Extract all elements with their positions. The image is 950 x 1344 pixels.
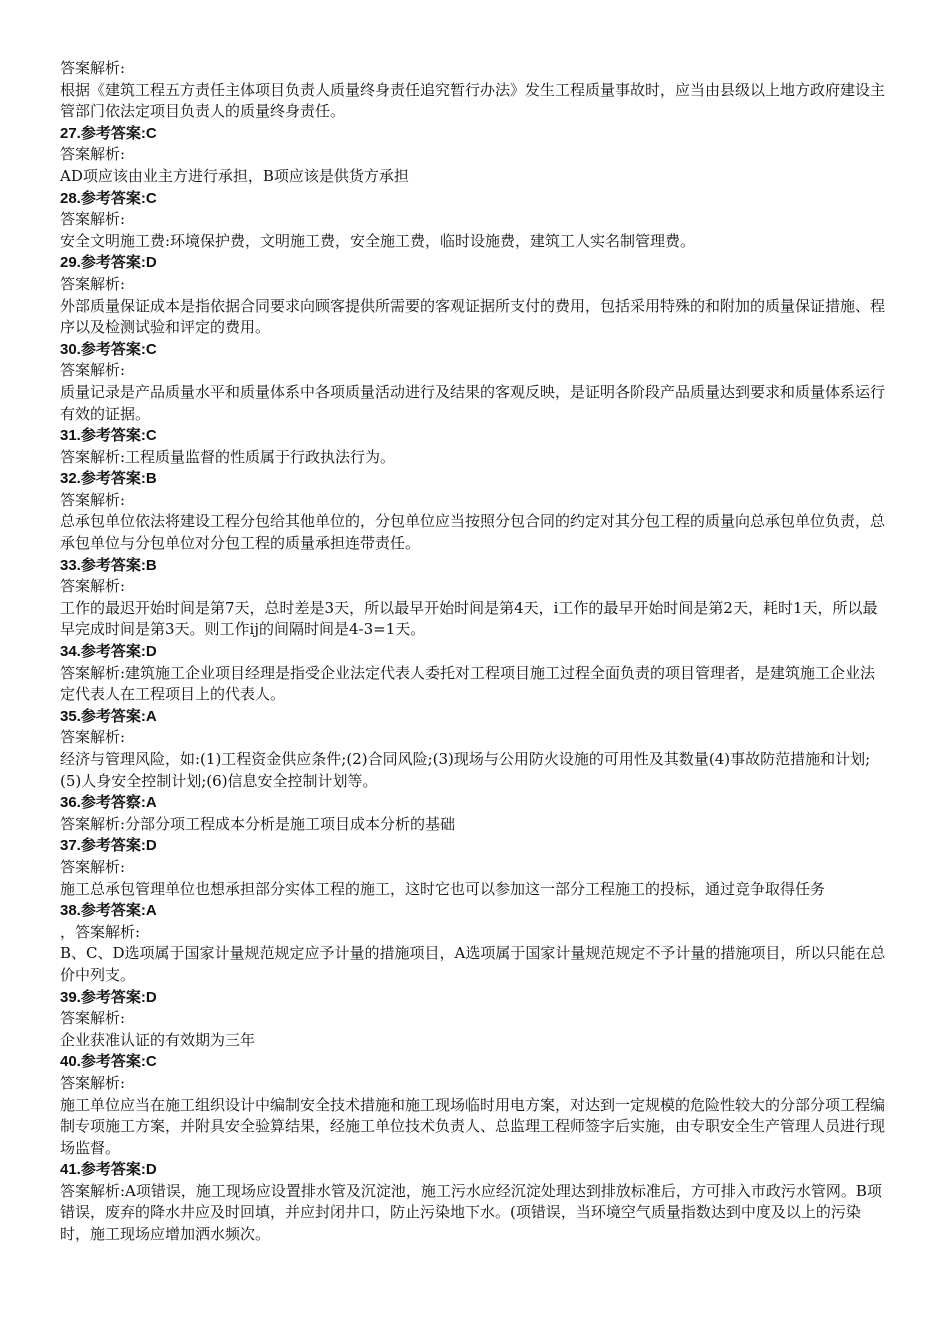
- analysis-text: 施工总承包管理单位也想承担部分实体工程的施工，这时它也可以参加这一部分工程施工的投标，通过竞争取得任务: [60, 879, 826, 898]
- answer-heading: 41.参考答案:D: [60, 1161, 157, 1179]
- answer-heading: 33.参考答案:B: [60, 556, 157, 574]
- analysis-text: B、C、D选项属于国家计量规范规定应予计量的措施项目，A选项属于国家计量规范规定不予计量的措施项目，所以只能在总价中列支。: [60, 944, 886, 984]
- analysis-label: 答案解析:: [60, 210, 126, 229]
- analysis-text: AD项应该由业主方进行承担，B项应该是供货方承担: [60, 166, 409, 185]
- analysis-text: 答案解析:工程质量监督的性质属于行政执法行为。: [60, 447, 396, 466]
- analysis-label: 答案解析:: [60, 1009, 126, 1028]
- analysis-label: 答案解析:: [60, 857, 126, 876]
- analysis-label: ，答案解析:: [60, 922, 141, 941]
- analysis-label: 答案解析:: [60, 728, 126, 747]
- answer-heading: 35.参考答案:A: [60, 707, 157, 725]
- analysis-text: 答案解析:建筑施工企业项目经理是指受企业法定代表人委托对工程项目施工过程全面负责的项目管理者，是建筑施工企业法定代表人在工程项目上的代表人。: [60, 663, 876, 704]
- answer-heading: 34.参考答案:D: [60, 643, 157, 661]
- answer-heading: 29.参考答案:D: [60, 254, 157, 272]
- analysis-text: 答案解析:A项错误，施工现场应设置排水管及沉淀池，施工污水应经沉淀处理达到排放标准后，方可排入市政污水管网。B项错误，废弃的降水井应及时回填，并应封闭井口，防止污染地下水。(项错误，当环境空气质量指数达到中度及以上的污染时，施工现场应增加洒水频次。: [60, 1181, 882, 1244]
- analysis-label: 答案解析:: [60, 274, 126, 293]
- analysis-text: 施工单位应当在施工组织设计中编制安全技术措施和施工现场临时用电方案，对达到一定规模的危险性较大的分部分项工程编制专项施工方案，并附具安全验算结果，经施工单位技术负责人、总监理工程师签字后实施，由专职安全生产管理人员进行现场监督。: [60, 1095, 886, 1157]
- analysis-text: 质量记录是产品质量水平和质量体系中各项质量活动进行及结果的客观反映，是证明各阶段产品质量达到要求和质量体系运行有效的证据。: [60, 382, 886, 423]
- analysis-text: 总承包单位依法将建设工程分包给其他单位的，分包单位应当按照分包合同的约定对其分包工程的质量向总承包单位负责，总承包单位与分包单位对分包工程的质量承担连带责任。: [60, 512, 886, 553]
- answer-heading: 40.参考答案:C: [60, 1053, 157, 1071]
- analysis-text: 外部质量保证成本是指依据合同要求向顾客提供所需要的客观证据所支付的费用，包括采用特殊的和附加的质量保证措施、程序以及检测试验和评定的费用。: [60, 296, 886, 337]
- analysis-label: 答案解析:: [60, 1073, 126, 1092]
- answer-heading: 32.参考答案:B: [60, 470, 157, 488]
- answer-heading: 37.参考答案:D: [60, 837, 157, 855]
- analysis-text: 工作的最迟开始时间是第7天，总时差是3天，所以最早开始时间是第4天，i工作的最早开始时间是第2天，耗时1天，所以最早完成时间是第3天。则工作ij的间隔时间是4-3=1天。: [60, 598, 878, 639]
- analysis-label: 答案解析:: [60, 145, 126, 164]
- analysis-label: 答案解析:: [60, 490, 126, 509]
- document-page: [60, 58, 886, 1246]
- answer-heading: 30.参考答案:C: [60, 340, 157, 358]
- analysis-label: 答案解析:: [60, 361, 126, 380]
- answer-heading: 36.参考答察:A: [60, 794, 157, 812]
- analysis-label: 答案解析:: [60, 59, 126, 77]
- answer-heading: 27.参考答案:C: [60, 124, 157, 142]
- analysis-text: 安全文明施工费:环境保护费，文明施工费，安全施工费，临时设施费，建筑工人实名制管理费。: [60, 231, 696, 250]
- answer-heading: 28.参考答案:C: [60, 189, 157, 207]
- answer-heading: 39.参考答案:D: [60, 988, 157, 1006]
- answer-heading: 38.参考答案:A: [60, 902, 157, 920]
- analysis-label: 答案解析:: [60, 577, 126, 596]
- analysis-text: 企业获准认证的有效期为三年: [60, 1030, 256, 1049]
- analysis-text: 根据《建筑工程五方责任主体项目负责人质量终身责任追究暂行办法》发生工程质量事故时，应当由县级以上地方政府建设主管部门依法定项目负责人的质量终身责任。: [60, 80, 886, 121]
- analysis-text: 经济与管理风险，如:(1)工程资金供应条件;(2)合同风险;(3)现场与公用防火设施的可用性及其数量(4)事故防范措施和计划;(5)人身安全控制计划;(6)信息安全控制计划等。: [60, 750, 871, 790]
- answer-heading: 31.参考答案:C: [60, 427, 157, 445]
- analysis-text: 答案解析:分部分项工程成本分析是施工项目成本分析的基础: [60, 814, 456, 833]
